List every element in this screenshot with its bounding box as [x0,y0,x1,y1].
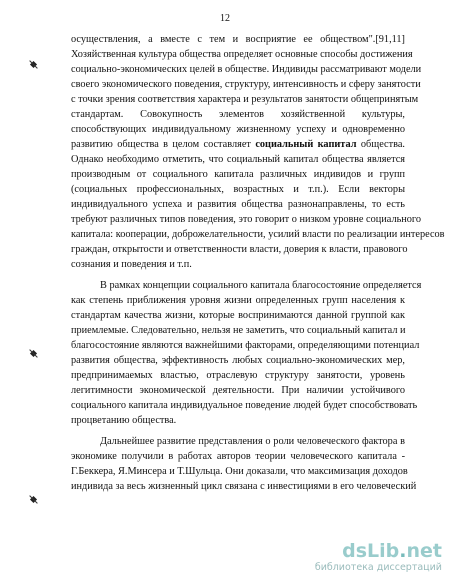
text-line: Г.Беккера, Я.Минсера и Т.Шульца. Они доказали, что максимизация доходов [71,466,408,477]
text-line: способствующих индивидуальному жизненному успеху и одновременно [71,124,405,135]
text-line: В рамках концепции социального капитала благосостояние определяется [100,280,422,291]
margin-mark [30,496,37,503]
margin-mark [30,61,37,68]
text-line: Хозяйственная культура общества определяет основные способы достижения [71,49,413,60]
text-line: стандартам. Совокупность элементов хозяйственной культуры, [71,109,405,120]
page-number: 12 [220,13,230,24]
text-line: (социальных профессиональных, возрастных и т.п.). Если векторы [71,184,405,195]
text-line: легитимности экономической деятельности. При наличии устойчивого [71,385,405,396]
text-line: производным от социального капитала различных индивидов и групп [71,169,405,180]
text-line: развития общества, эффективность любых социально-экономических мер, [71,355,405,366]
margin-mark [30,350,37,357]
watermark-logo-text: dsLib.net [342,540,442,562]
text-line: Дальнейшее развитие представления о роли человеческого фактора в [100,436,405,447]
text-line: социального капитала индивидуальное поведение людей будет способствовать [71,400,418,411]
text-line: приемлемые. Следовательно, нельзя не заметить, что социальный капитал и [71,325,406,336]
text-line: граждан, открытости и ответственности власти, доверия к власти, правового [71,244,408,255]
text-line: сознания и поведения и т.п. [71,259,192,270]
text-line: своего экономического поведения, структуру, интенсивность и сферу занятости [71,79,421,90]
watermark-subtitle: библиотека диссертаций [314,562,442,573]
text-line: индивидуального успеха и развития общества разнонаправлены, то есть [71,199,405,210]
text-line: предпринимаемых властью, отраслевую структуру занятости, уровень [71,370,405,381]
watermark-logo [292,540,442,574]
text-line: осуществления, а вместе с тем и восприятие ее обществом".[91,11] [71,34,405,45]
text-line: с точки зрения соответствия характера и результатов занятости общепринятым [71,94,419,105]
text-line: стандартам качества жизни, которые воспринимаются данной группой как [71,310,405,321]
text-line: развитию общества в целом составляет социальный капитал общества. [71,139,405,150]
text-line: экономике получили в работах авторов теории человеческого капитала - [71,451,405,462]
text-line: Однако необходимо отметить, что социальный капитал общества является [71,154,405,165]
body-text [71,32,445,494]
text-line: социально-экономических целей в обществе. Индивиды рассматривают модели [71,64,422,75]
text-line: требуют различных типов поведения, это говорит о низком уровне социального [71,214,422,225]
text-line: как степень приближения уровня жизни определенных групп населения к [71,295,405,306]
text-line: капитала: кооперации, доброжелательности, усилий власти по реализации интересов [71,229,445,240]
text-line: процветанию общества. [71,415,177,426]
text-line: индивида за весь жизненный цикл связана с инвестициями в его человеческий [71,481,417,492]
text-line: благосостояние являются важнейшими факторами, определяющими потенциал [71,340,420,351]
